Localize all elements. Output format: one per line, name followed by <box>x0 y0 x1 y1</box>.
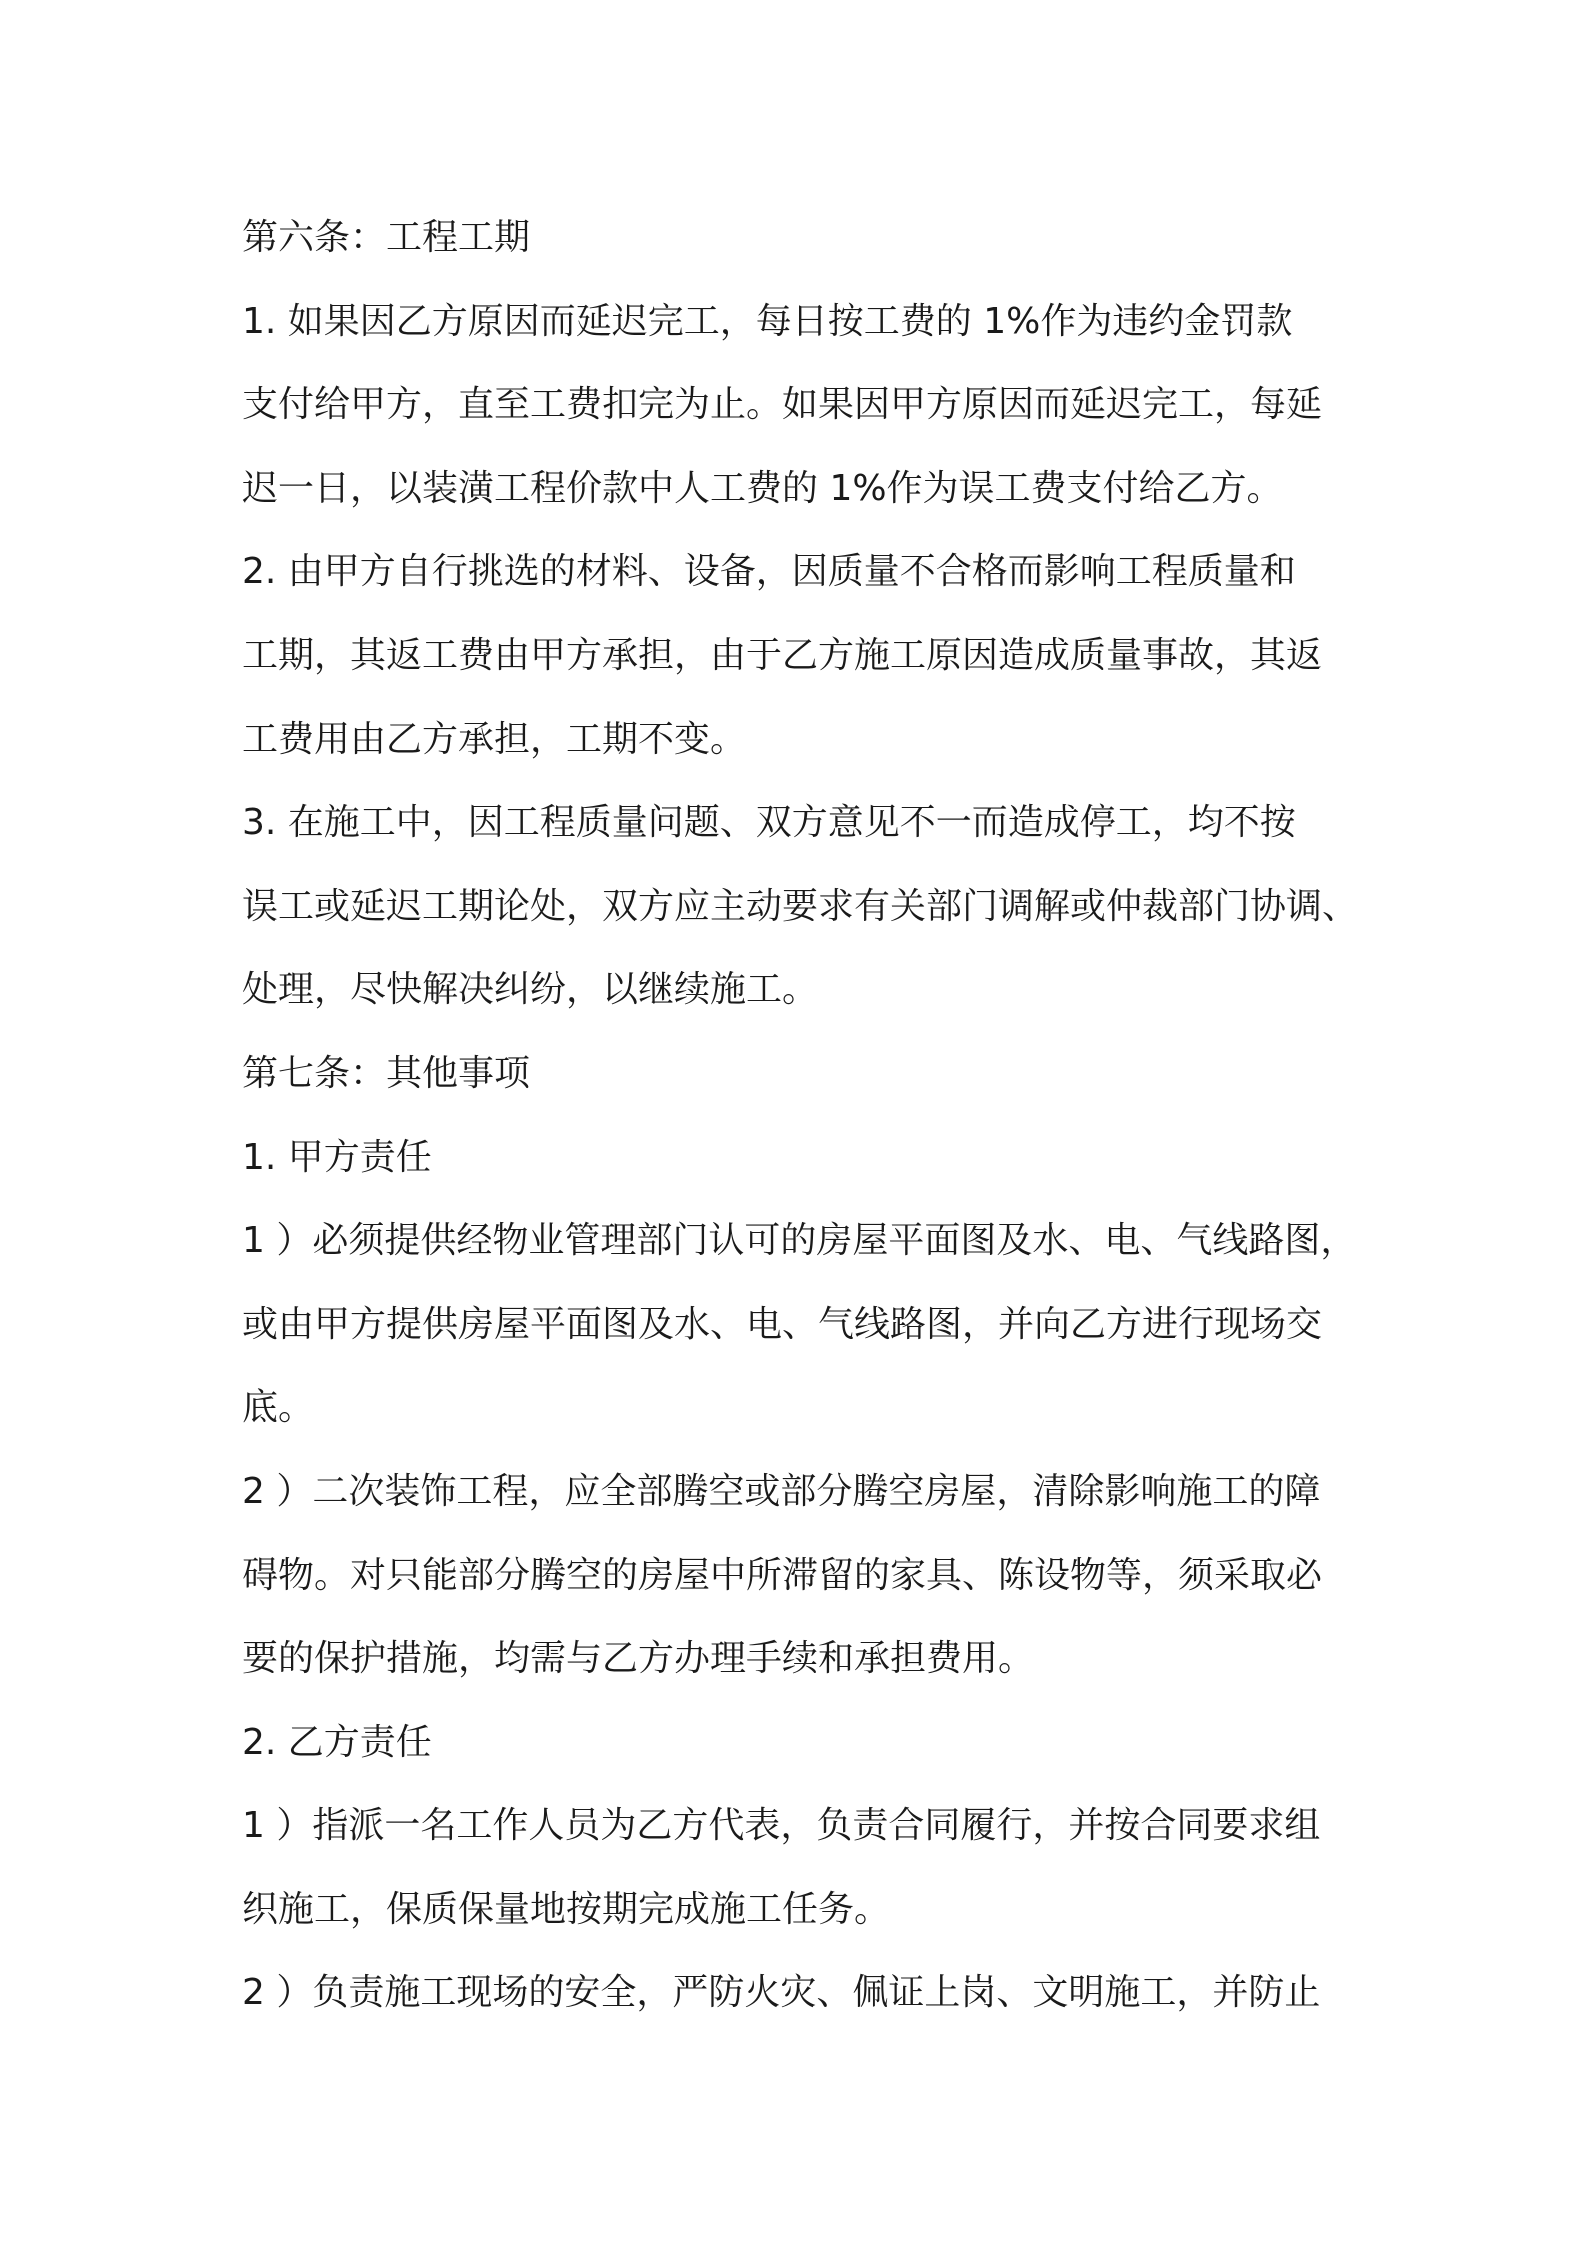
paragraph-line: 工费用由乙方承担，工期不变。 <box>242 718 747 760</box>
paragraph-line: 或由甲方提供房屋平面图及水、电、气线路图，并向乙方进行现场交 <box>242 1303 1323 1345</box>
document-body <box>242 196 1362 2035</box>
subsection-heading-party-b: 2. 乙方责任 <box>242 1721 432 1763</box>
paragraph-line: 碍物。对只能部分腾空的房屋中所滞留的家具、陈设物等，须采取必 <box>242 1554 1323 1596</box>
section-heading-article-7: 第七条：其他事项 <box>242 1052 531 1094</box>
paragraph-line: 1 ）指派一名工作人员为乙方代表，负责合同履行，并按合同要求组 <box>242 1805 1321 1847</box>
paragraph-line: 1 ）必须提供经物业管理部门认可的房屋平面图及水、电、气线路图， <box>242 1220 1357 1262</box>
paragraph-line: 底。 <box>242 1387 315 1429</box>
paragraph-line: 迟一日，以装潢工程价款中人工费的 1%作为误工费支付给乙方。 <box>242 467 1283 509</box>
paragraph-line: 织施工，保质保量地按期完成施工任务。 <box>242 1888 891 1930</box>
paragraph-line: 3. 在施工中，因工程质量问题、双方意见不一而造成停工，均不按 <box>242 802 1296 844</box>
paragraph-line: 处理，尽快解决纠纷，以继续施工。 <box>242 969 819 1011</box>
paragraph-line: 1. 如果因乙方原因而延迟完工，每日按工费的 1%作为违约金罚款 <box>242 300 1293 342</box>
paragraph-line: 误工或延迟工期论处，双方应主动要求有关部门调解或仲裁部门协调、 <box>242 885 1359 927</box>
section-heading-article-6: 第六条：工程工期 <box>242 217 531 258</box>
subsection-heading-party-a: 1. 甲方责任 <box>242 1136 432 1178</box>
paragraph-line: 支付给甲方，直至工费扣完为止。如果因甲方原因而延迟完工，每延 <box>242 384 1323 426</box>
paragraph-line: 2 ）二次装饰工程，应全部腾空或部分腾空房屋，清除影响施工的障 <box>242 1470 1321 1512</box>
paragraph-line: 要的保护措施，均需与乙方办理手续和承担费用。 <box>242 1638 1035 1680</box>
paragraph-line: 2. 由甲方自行挑选的材料、设备，因质量不合格而影响工程质量和 <box>242 551 1296 593</box>
paragraph-line: 2 ）负责施工现场的安全，严防火灾、佩证上岗、文明施工，并防止 <box>242 1972 1321 2014</box>
paragraph-line: 工期，其返工费由甲方承担，由于乙方施工原因造成质量事故，其返 <box>242 634 1323 676</box>
